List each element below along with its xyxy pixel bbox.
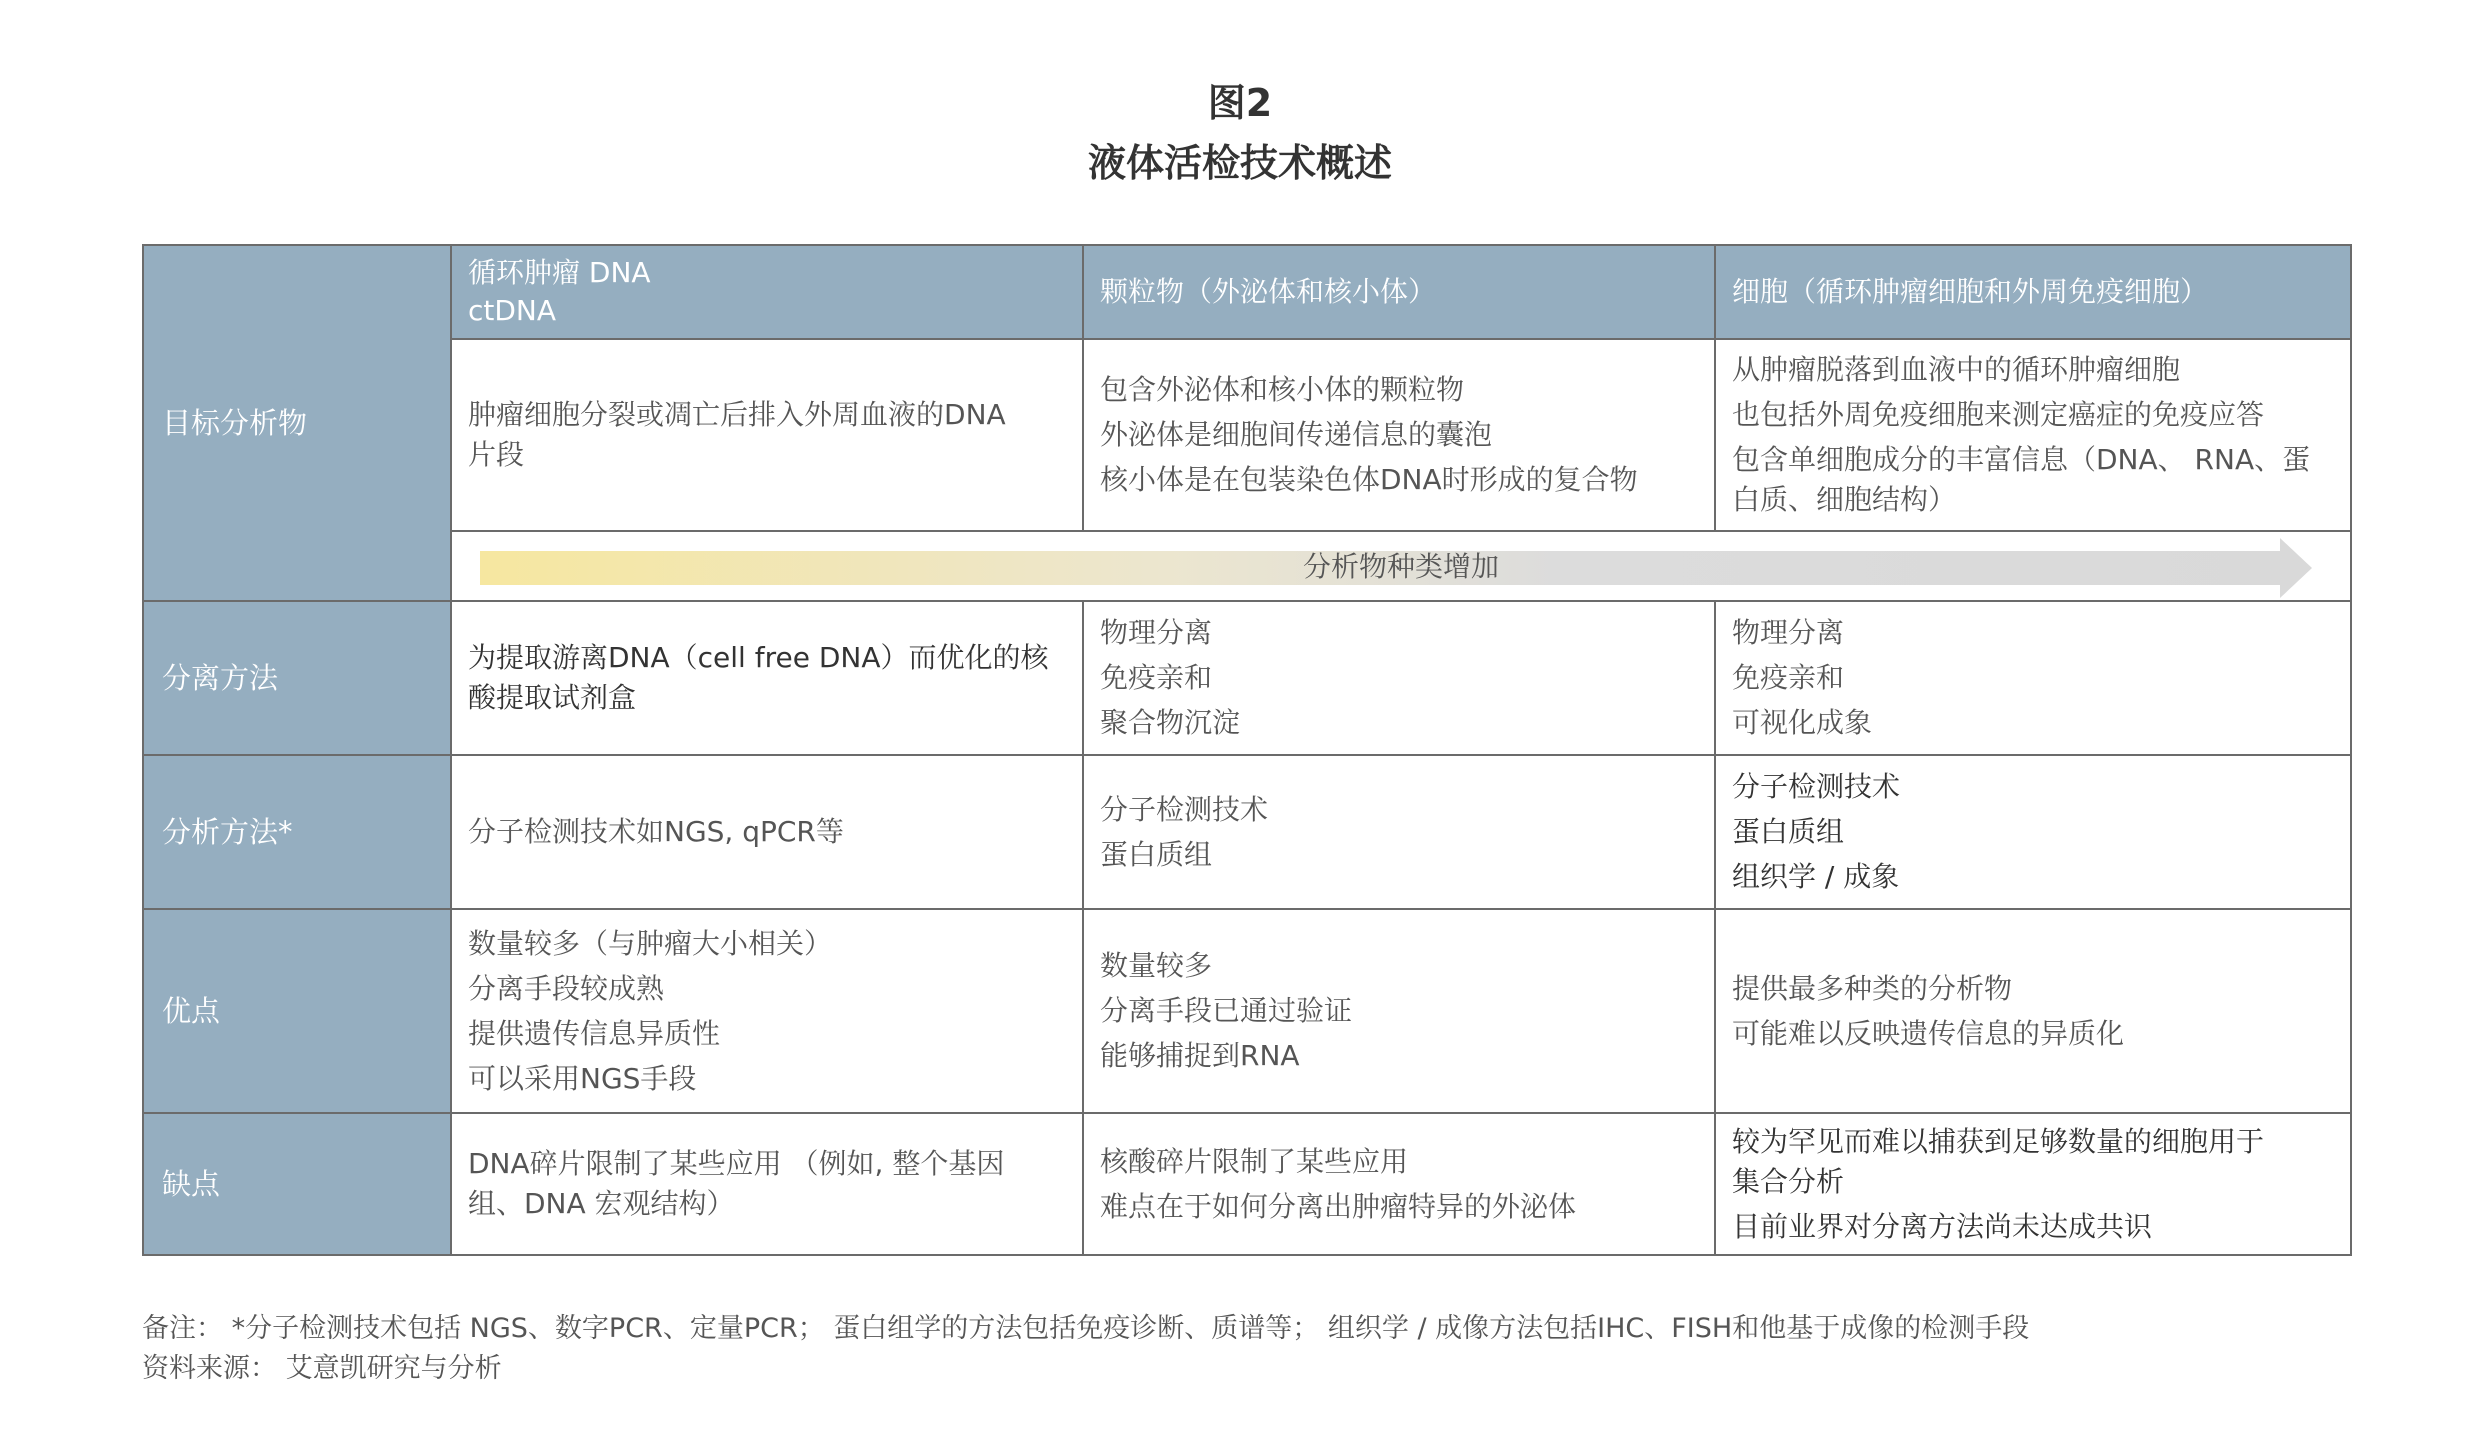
cell-line: 包含外泌体和核小体的颗粒物 (1100, 373, 1465, 406)
cell-cons-cells (1715, 1113, 2351, 1255)
cell-line: DNA碎片限制了某些应用 （例如, 整个基因 组、DNA 宏观结构） (468, 1147, 1005, 1220)
cell-analysis-cells (1715, 755, 2351, 909)
figure-label: 图2 (1207, 81, 1273, 125)
table-row-analysis (143, 755, 2351, 909)
cell-line: 也包括外周免疫细胞来测定癌症的免疫应答 (1732, 398, 2265, 431)
cell-line: 可视化成象 (1732, 706, 1873, 739)
header-row (143, 245, 2351, 339)
arrow-label: 分析物种类增加 (1302, 550, 1499, 583)
row-label-analysis: 分析方法* (143, 755, 451, 909)
cell-line: 提供遗传信息异质性 (468, 1016, 721, 1050)
cell-target-particles (1083, 339, 1715, 531)
cell-analysis-ctdna (451, 755, 1083, 909)
cell-target-ctdna (451, 339, 1083, 531)
cell-line: 分子检测技术 (1100, 792, 1269, 826)
cell-line: 组织学 / 成象 (1732, 860, 1900, 893)
cell-line: 目前业界对分离方法尚未达成共识 (1732, 1209, 2153, 1243)
cell-line: 物理分离 (1732, 616, 1845, 649)
cell-target-cells (1715, 339, 2351, 531)
table-row-pros (143, 909, 2351, 1113)
figure-title: 液体活检技术概述 (1087, 141, 1392, 185)
cell-line: 肿瘤细胞分裂或凋亡后排入外周血液的DNA 片段 (468, 398, 1006, 471)
cell-line: 核小体是在包装染色体DNA时形成的复合物 (1100, 463, 1638, 496)
cell-cons-ctdna (451, 1113, 1083, 1255)
cell-line: 从肿瘤脱落到血液中的循环肿瘤细胞 (1732, 353, 2181, 386)
cell-line: 数量较多 (1100, 949, 1213, 982)
cell-line: 免疫亲和 (1100, 661, 1213, 694)
cell-line: 较为罕见而难以捕获到足够数量的细胞用于 集合分析 (1732, 1124, 2265, 1198)
arrow-row (143, 531, 2351, 601)
cell-cons-particles (1083, 1113, 1715, 1255)
cell-line: 可以采用NGS手段 (468, 1061, 697, 1095)
table-row-target (143, 339, 2351, 531)
cell-line: 分离手段已通过验证 (1100, 994, 1353, 1027)
cell-pros-cells (1715, 909, 2351, 1113)
cell-line: 能够捕捉到RNA (1100, 1039, 1300, 1072)
row-label-separation: 分离方法 (143, 601, 451, 755)
column-header-cells: 细胞（循环肿瘤细胞和外周免疫细胞） (1715, 245, 2351, 339)
row-label-target-analyte: 目标分析物 (143, 245, 451, 601)
cell-line: 蛋白质组 (1732, 815, 1845, 848)
footnote-source: 资料来源： 艾意凯研究与分析 (142, 1353, 502, 1384)
cell-line: 分子检测技术如NGS, qPCR等 (468, 815, 844, 848)
cell-line: 包含单细胞成分的丰富信息（DNA、 RNA、蛋 白质、细胞结构） (1732, 443, 2311, 516)
cell-line: 外泌体是细胞间传递信息的囊泡 (1100, 418, 1493, 451)
cell-line: 提供最多种类的分析物 (1732, 971, 2013, 1005)
row-label-pros: 优点 (143, 909, 451, 1113)
cell-separation-cells (1715, 601, 2351, 755)
cell-line: 可能难以反映遗传信息的异质化 (1732, 1016, 2125, 1050)
cell-analysis-particles (1083, 755, 1715, 909)
cell-line: 蛋白质组 (1100, 837, 1213, 871)
cell-pros-ctdna (451, 909, 1083, 1113)
table-row-separation (143, 601, 2351, 755)
cell-separation-particles (1083, 601, 1715, 755)
cell-line: 为提取游离DNA（cell free DNA）而优化的核 酸提取试剂盒 (468, 641, 1049, 714)
row-label-cons: 缺点 (143, 1113, 451, 1255)
analyte-range-arrow (470, 538, 2332, 596)
cell-line: 难点在于如何分离出肿瘤特异的外泌体 (1100, 1189, 1577, 1223)
cell-line: 分离手段较成熟 (468, 971, 665, 1005)
cell-line: 免疫亲和 (1732, 661, 1845, 694)
cell-pros-particles (1083, 909, 1715, 1113)
column-header-ctdna: 循环肿瘤 DNA ctDNA (451, 245, 1083, 339)
cell-line: 分子检测技术 (1732, 770, 1901, 803)
cell-line: 数量较多（与肿瘤大小相关） (468, 926, 833, 960)
cell-separation-ctdna (451, 601, 1083, 755)
cell-line: 聚合物沉淀 (1100, 706, 1241, 739)
analyte-range-arrow-cell (451, 531, 2351, 601)
cell-line: 核酸碎片限制了某些应用 (1100, 1144, 1409, 1178)
biopsy-comparison-table (142, 244, 2352, 1256)
footnote-remark: 备注： *分子检测技术包括 NGS、数字PCR、定量PCR； 蛋白组学的方法包括免疫诊断、质谱等； 组织学 / 成像方法包括IHC、FISH和他基于成像的检测手段 (142, 1313, 2030, 1344)
cell-line: 物理分离 (1100, 616, 1213, 649)
column-header-particles: 颗粒物（外泌体和核小体） (1083, 245, 1715, 339)
table-row-cons (143, 1113, 2351, 1255)
